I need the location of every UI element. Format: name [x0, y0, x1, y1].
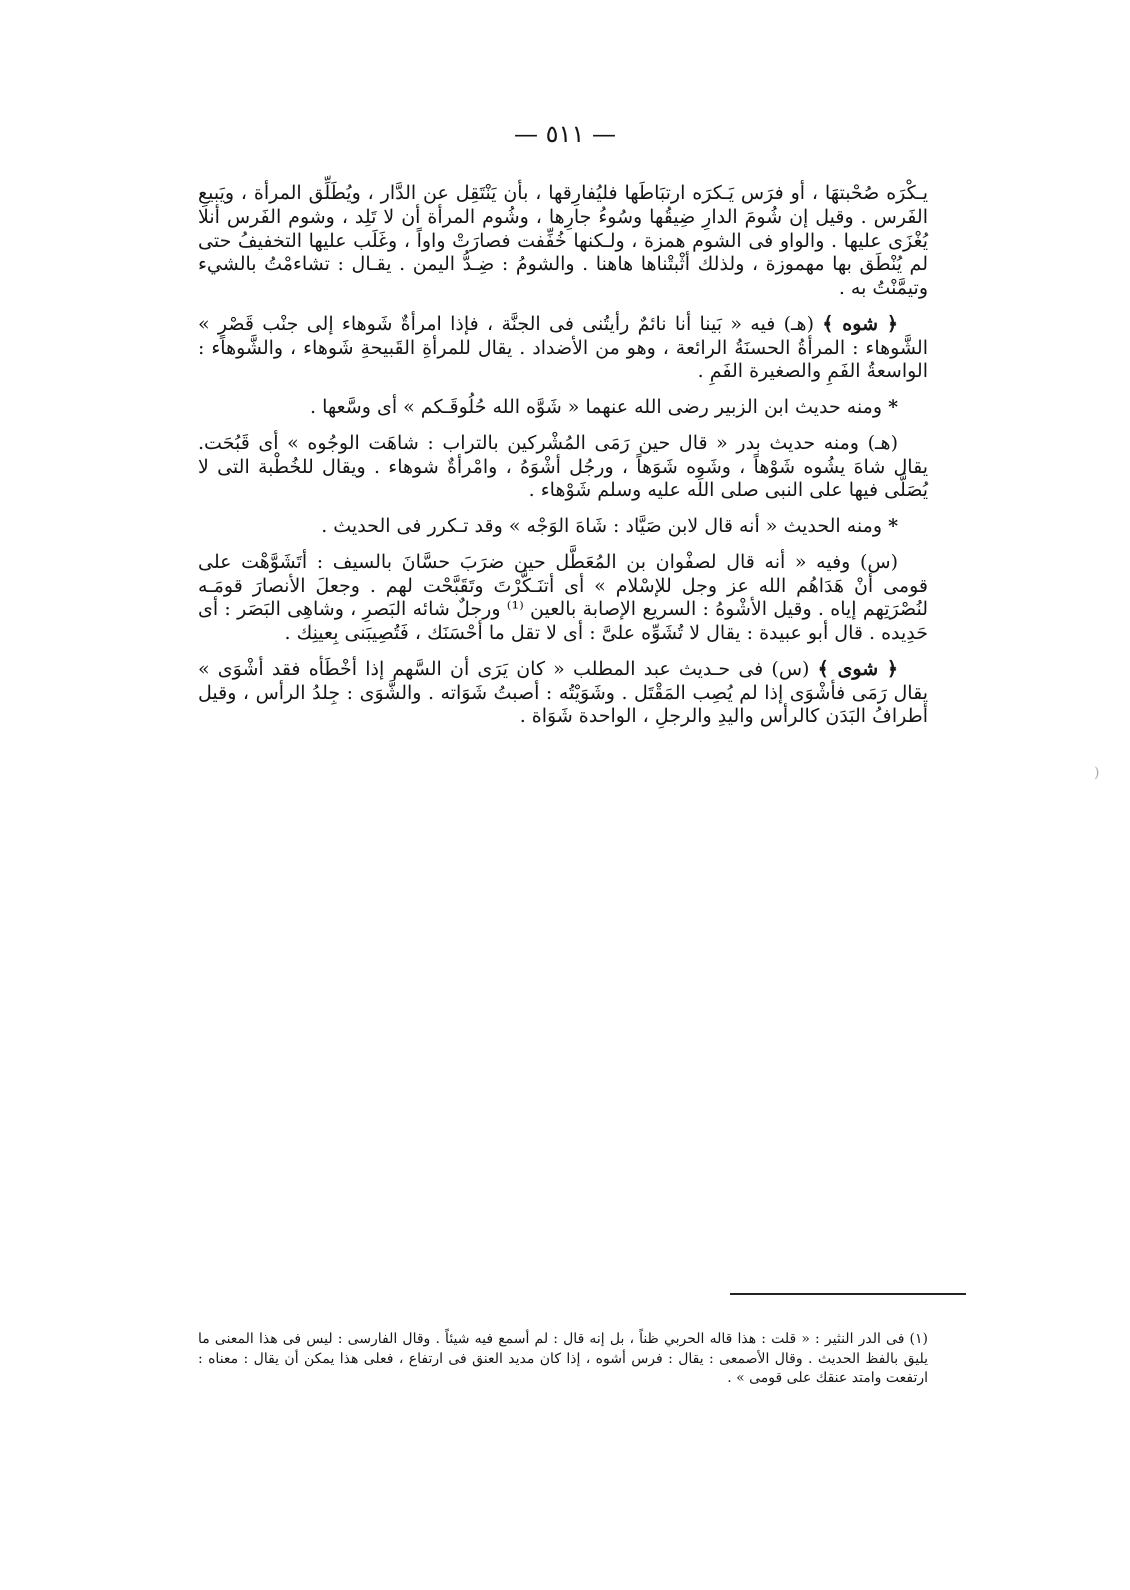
entry-heading-shawa: ﴿ شوى ﴾ [817, 657, 898, 680]
paragraph-safwan [198, 551, 928, 646]
body-text [198, 182, 928, 741]
paragraph-entry-shawh [198, 313, 928, 384]
paragraph-shum-continued [198, 182, 928, 301]
paragraph-entry-shawa [198, 658, 928, 729]
paragraph-text: ومنه حديث ابن الزبير رضى الله عنهما « شَوَّه الله حُلُوقَـكم » أى وسَّعها . [310, 396, 883, 418]
paragraph-badr [198, 432, 928, 503]
paragraph-ibn-zubayr [198, 396, 928, 420]
entry-heading-shawh: ﴿ شوه ﴾ [822, 312, 898, 335]
paragraph-text: يـكْرَه صُحْبتهَا ، أو فرَس يَـكرَه ارتبَاطَها فليُفارِقها ، بأن يَنْتَقِل عن الدَّار ، ويُطَلِّق المرأة ، ويَبيعِ الفَرس . وقيل إن شُومَ الدارِ ضِيقُها وسُوءُ جارِها ، وشُوم المرأة أن لا تَلِد ، وشوم الفَرس أنلا يُغْزَى عليها . والواو فى الشوم همزة ، ولـكنها خُفِّفت فصارَتْ واواً ، وغَلَب عليها التخفيفُ حتى لم يُنْطَق بها مهموزة ، ولذلك أثْبتْناها هاهنا . والشومُ : ضِـدُّ اليمن . يقـال : تشاءمْتُ بالشيء وتيمَّنْتُ به . [198, 182, 928, 299]
page-number: — ٥١١ — [514, 120, 616, 148]
margin-mark: ) [1094, 765, 1100, 781]
asterisk-marker: * [888, 396, 898, 418]
paragraph-text: (س) فى حـديث عبد المطلب « كان يَرَى أن السَّهم إذا أخْطَأه فقد أشْوَى » يقال رَمَى فأشْوَى إذا لم يُصِب المَقْتَل . وشَوَيْتُه : أصبتُ شَوَاته . والشَّوَى : جِلدُ الرأس ، وقيل أطرافُ البَدَن كالرأس واليدِ والرجلِ ، الواحدة شَوَاة . [198, 657, 928, 728]
paragraph-text: (هـ) فيه « بَينا أنا نائمٌ رأيتُنى فى الجنَّة ، فإذا امرأةٌ شَوهاء إلى جنْب قَصْرٍ » الشَّوهاء : المرأةُ الحسنَةُ الرائعة ، وهو من الأضداد . يقال للمرأةِ القَبيحةِ شَوهاء ، والشَّوهاء : الواسعةُ الفَمِ والصغيرة الفَمِ . [198, 312, 928, 383]
footnote: (١) فى الدر النثير : « قلت : هذا قاله الحربي ظناً ، بل إنه قال : لم أسمع فيه شيئاً . وقال الفارسى : ليس فى هذا المعنى ما يليق بالفظ الحديث . وقال الأصمعى : يقال : فرس أشوه ، إذا كان مديد العنق فى ارتفاع ، فعلى هذا يمكن أن يقال : معناه : ارتفعت وامتد عنقك على قومى » . [198, 1331, 929, 1387]
paragraph-text: (هـ) ومنه حديث بدر « قال حين رَمَى المُشْركين بالتراب : شاهَت الوجُوه » أى قَبُحَت. يقال شاهَ يشُوه شَوْهاً ، وشَوِه شَوَهاً ، ورجُل أشْوَهُ ، وامْرأةٌ شوهاء . ويقال للخُطْبة التى لا يُصَلَّى فيها على النبى صلى الله عليه وسلم شَوْهاء . [198, 431, 928, 502]
paragraph-text: ومنه الحديث « أنه قال لابن صَيَّاد : شَاهَ الوَجْه » وقد تـكرر فى الحديث . [321, 515, 883, 537]
asterisk-marker: * [888, 515, 898, 537]
paragraph-ibn-sayyad [198, 515, 928, 539]
footnote-divider [730, 1293, 966, 1295]
paragraph-text: (س) وفيه « أنه قال لصفْوان بن المُعَطَّل حين ضرَبَ حسَّانَ بالسيف : أتَشَوَّهْت على قومى أنْ هَدَاهُم الله عز وجل للإسْلام » أى أتنَـكَّرْتَ وتَقَبَّحْت لهم . وجعلَ الأنصارَ قومَـه لنُصْرَتِهم إياه . وقيل الأشْوهُ : السريع الإصابة بالعين ⁽¹⁾ ورجلٌ شائه البَصرِ ، وشاهِى البَصَر : أى حَدِيده . قال أبو عبيدة : يقال لا تُشَوِّه علىَّ : أى لا تقل ما أحْسَنَك ، فَتُصِيبَنى بِعينِك . [198, 550, 928, 644]
